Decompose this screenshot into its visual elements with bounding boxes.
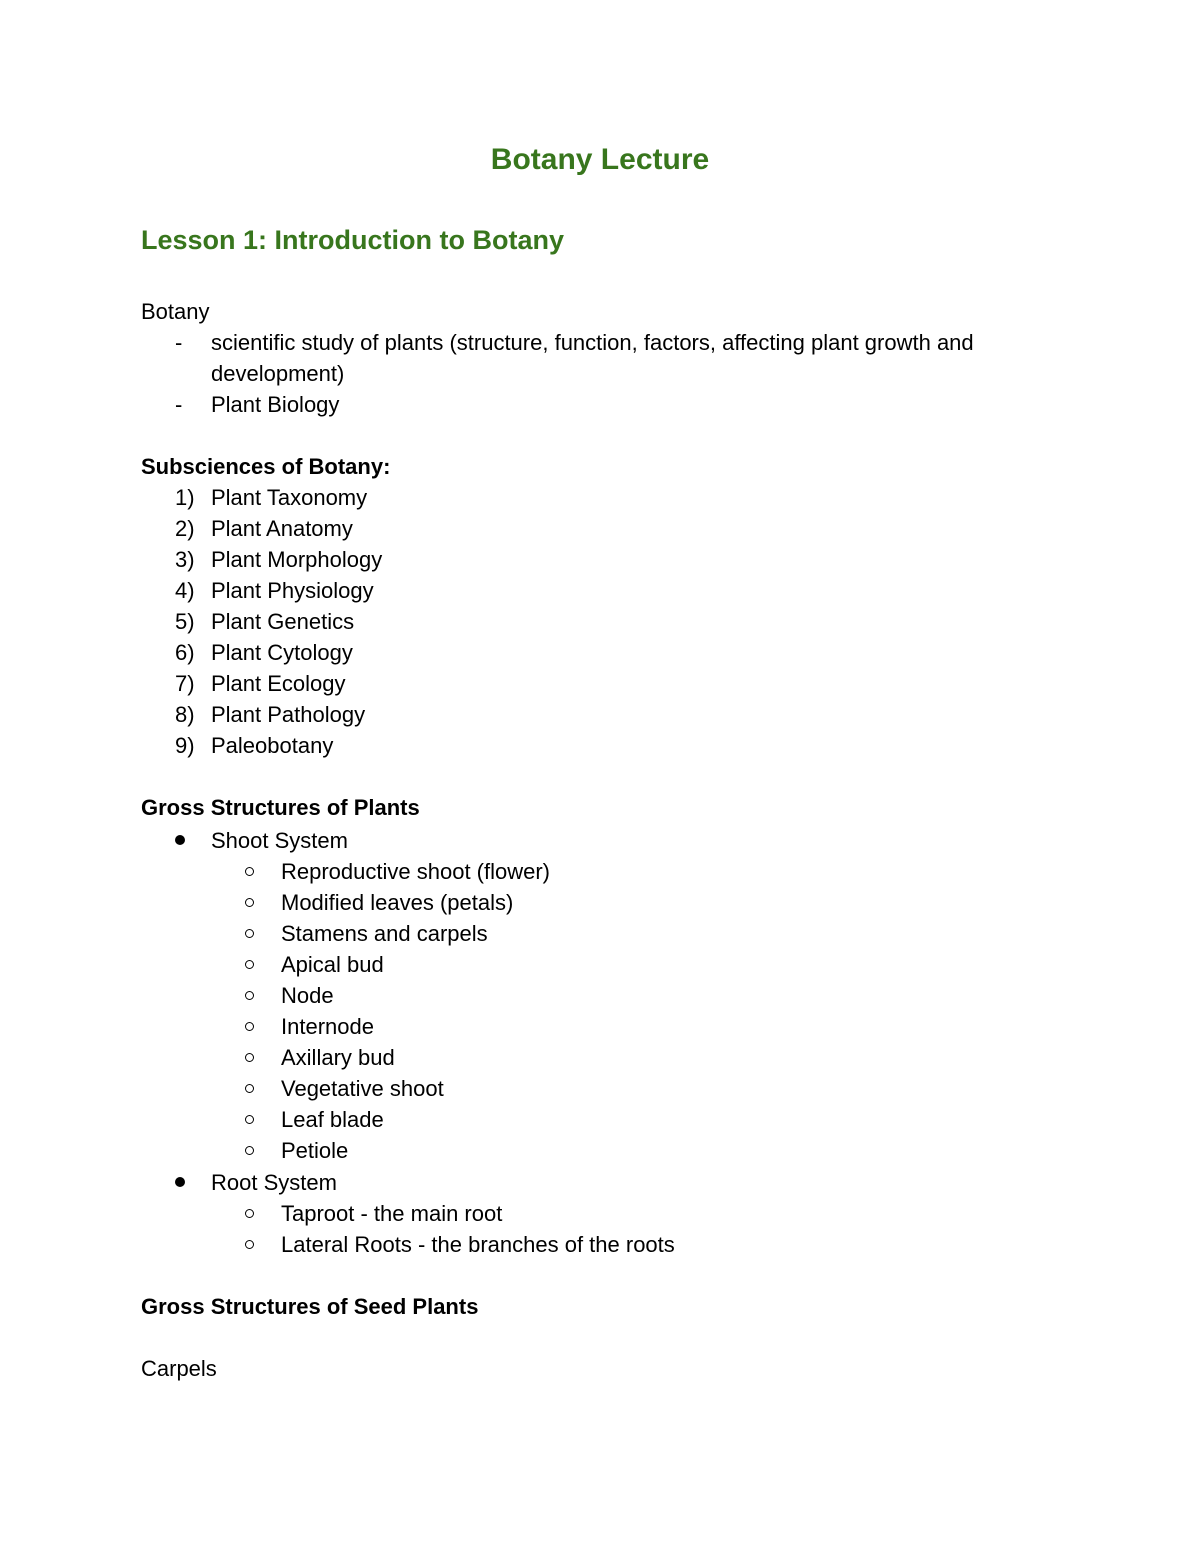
hollow-bullet-icon	[245, 898, 254, 907]
botany-term: Botany	[141, 299, 210, 324]
hollow-bullet-icon	[245, 1115, 254, 1124]
list-number: 9)	[175, 733, 195, 758]
hollow-bullet-icon	[245, 1209, 254, 1218]
list-item-label: Reproductive shoot (flower)	[281, 859, 551, 884]
subsciences-heading: Subsciences of Botany:	[141, 454, 391, 479]
hollow-bullet-icon	[245, 929, 254, 938]
list-item-label: Root System	[211, 1170, 337, 1195]
list-number: 5)	[175, 609, 195, 634]
list-item-label: Plant Physiology	[211, 578, 374, 603]
list-item-label: Shoot System	[211, 828, 348, 853]
list-number: 8)	[175, 702, 195, 727]
list-item-label: Apical bud	[281, 952, 384, 977]
list-item-label: Paleobotany	[211, 733, 334, 758]
list-number: 6)	[175, 640, 195, 665]
seed-plants-heading: Gross Structures of Seed Plants	[141, 1294, 479, 1319]
document-title: Botany Lecture	[490, 143, 710, 176]
list-item-label: Petiole	[281, 1138, 349, 1163]
list-number: 1)	[175, 485, 195, 510]
hollow-bullet-icon	[245, 867, 254, 876]
lesson-heading: Lesson 1: Introduction to Botany	[141, 225, 564, 255]
hollow-bullet-icon	[245, 1240, 254, 1249]
gross-structures-heading: Gross Structures of Plants	[141, 795, 420, 820]
hollow-bullet-icon	[245, 960, 254, 969]
list-item-label: Stamens and carpels	[281, 921, 488, 946]
definition-text-line1: scientific study of plants (structure, function, factors, affecting plant growth and	[211, 330, 974, 355]
list-item-label: Axillary bud	[281, 1045, 395, 1070]
alt-name-text: Plant Biology	[211, 392, 340, 417]
bullet-icon	[175, 1177, 185, 1187]
list-item-label: Taproot - the main root	[281, 1201, 503, 1226]
list-number: 7)	[175, 671, 195, 696]
list-number: 2)	[175, 516, 195, 541]
list-number: 4)	[175, 578, 195, 603]
list-item-label: Leaf blade	[281, 1107, 384, 1132]
list-item-label: Plant Anatomy	[211, 516, 353, 541]
list-item-label: Internode	[281, 1014, 374, 1039]
definition-text-line2: development)	[211, 361, 345, 386]
dash-marker: -	[175, 392, 183, 417]
hollow-bullet-icon	[245, 1146, 254, 1155]
list-item-label: Plant Genetics	[211, 609, 355, 634]
list-item-label: Modified leaves (petals)	[281, 890, 514, 915]
list-item-label: Node	[281, 983, 334, 1008]
list-item-label: Vegetative shoot	[281, 1076, 444, 1101]
dash-marker: -	[175, 330, 183, 355]
bullet-icon	[175, 835, 185, 845]
hollow-bullet-icon	[245, 1084, 254, 1093]
hollow-bullet-icon	[245, 1053, 254, 1062]
list-item-label: Plant Ecology	[211, 671, 346, 696]
list-number: 3)	[175, 547, 195, 572]
hollow-bullet-icon	[245, 991, 254, 1000]
hollow-bullet-icon	[245, 1022, 254, 1031]
list-item-label: Plant Taxonomy	[211, 485, 368, 510]
carpels-term: Carpels	[141, 1356, 217, 1381]
list-item-label: Plant Pathology	[211, 702, 366, 727]
list-item-label: Plant Morphology	[211, 547, 383, 572]
list-item-label: Plant Cytology	[211, 640, 353, 665]
list-item-label: Lateral Roots - the branches of the roots	[281, 1232, 675, 1257]
